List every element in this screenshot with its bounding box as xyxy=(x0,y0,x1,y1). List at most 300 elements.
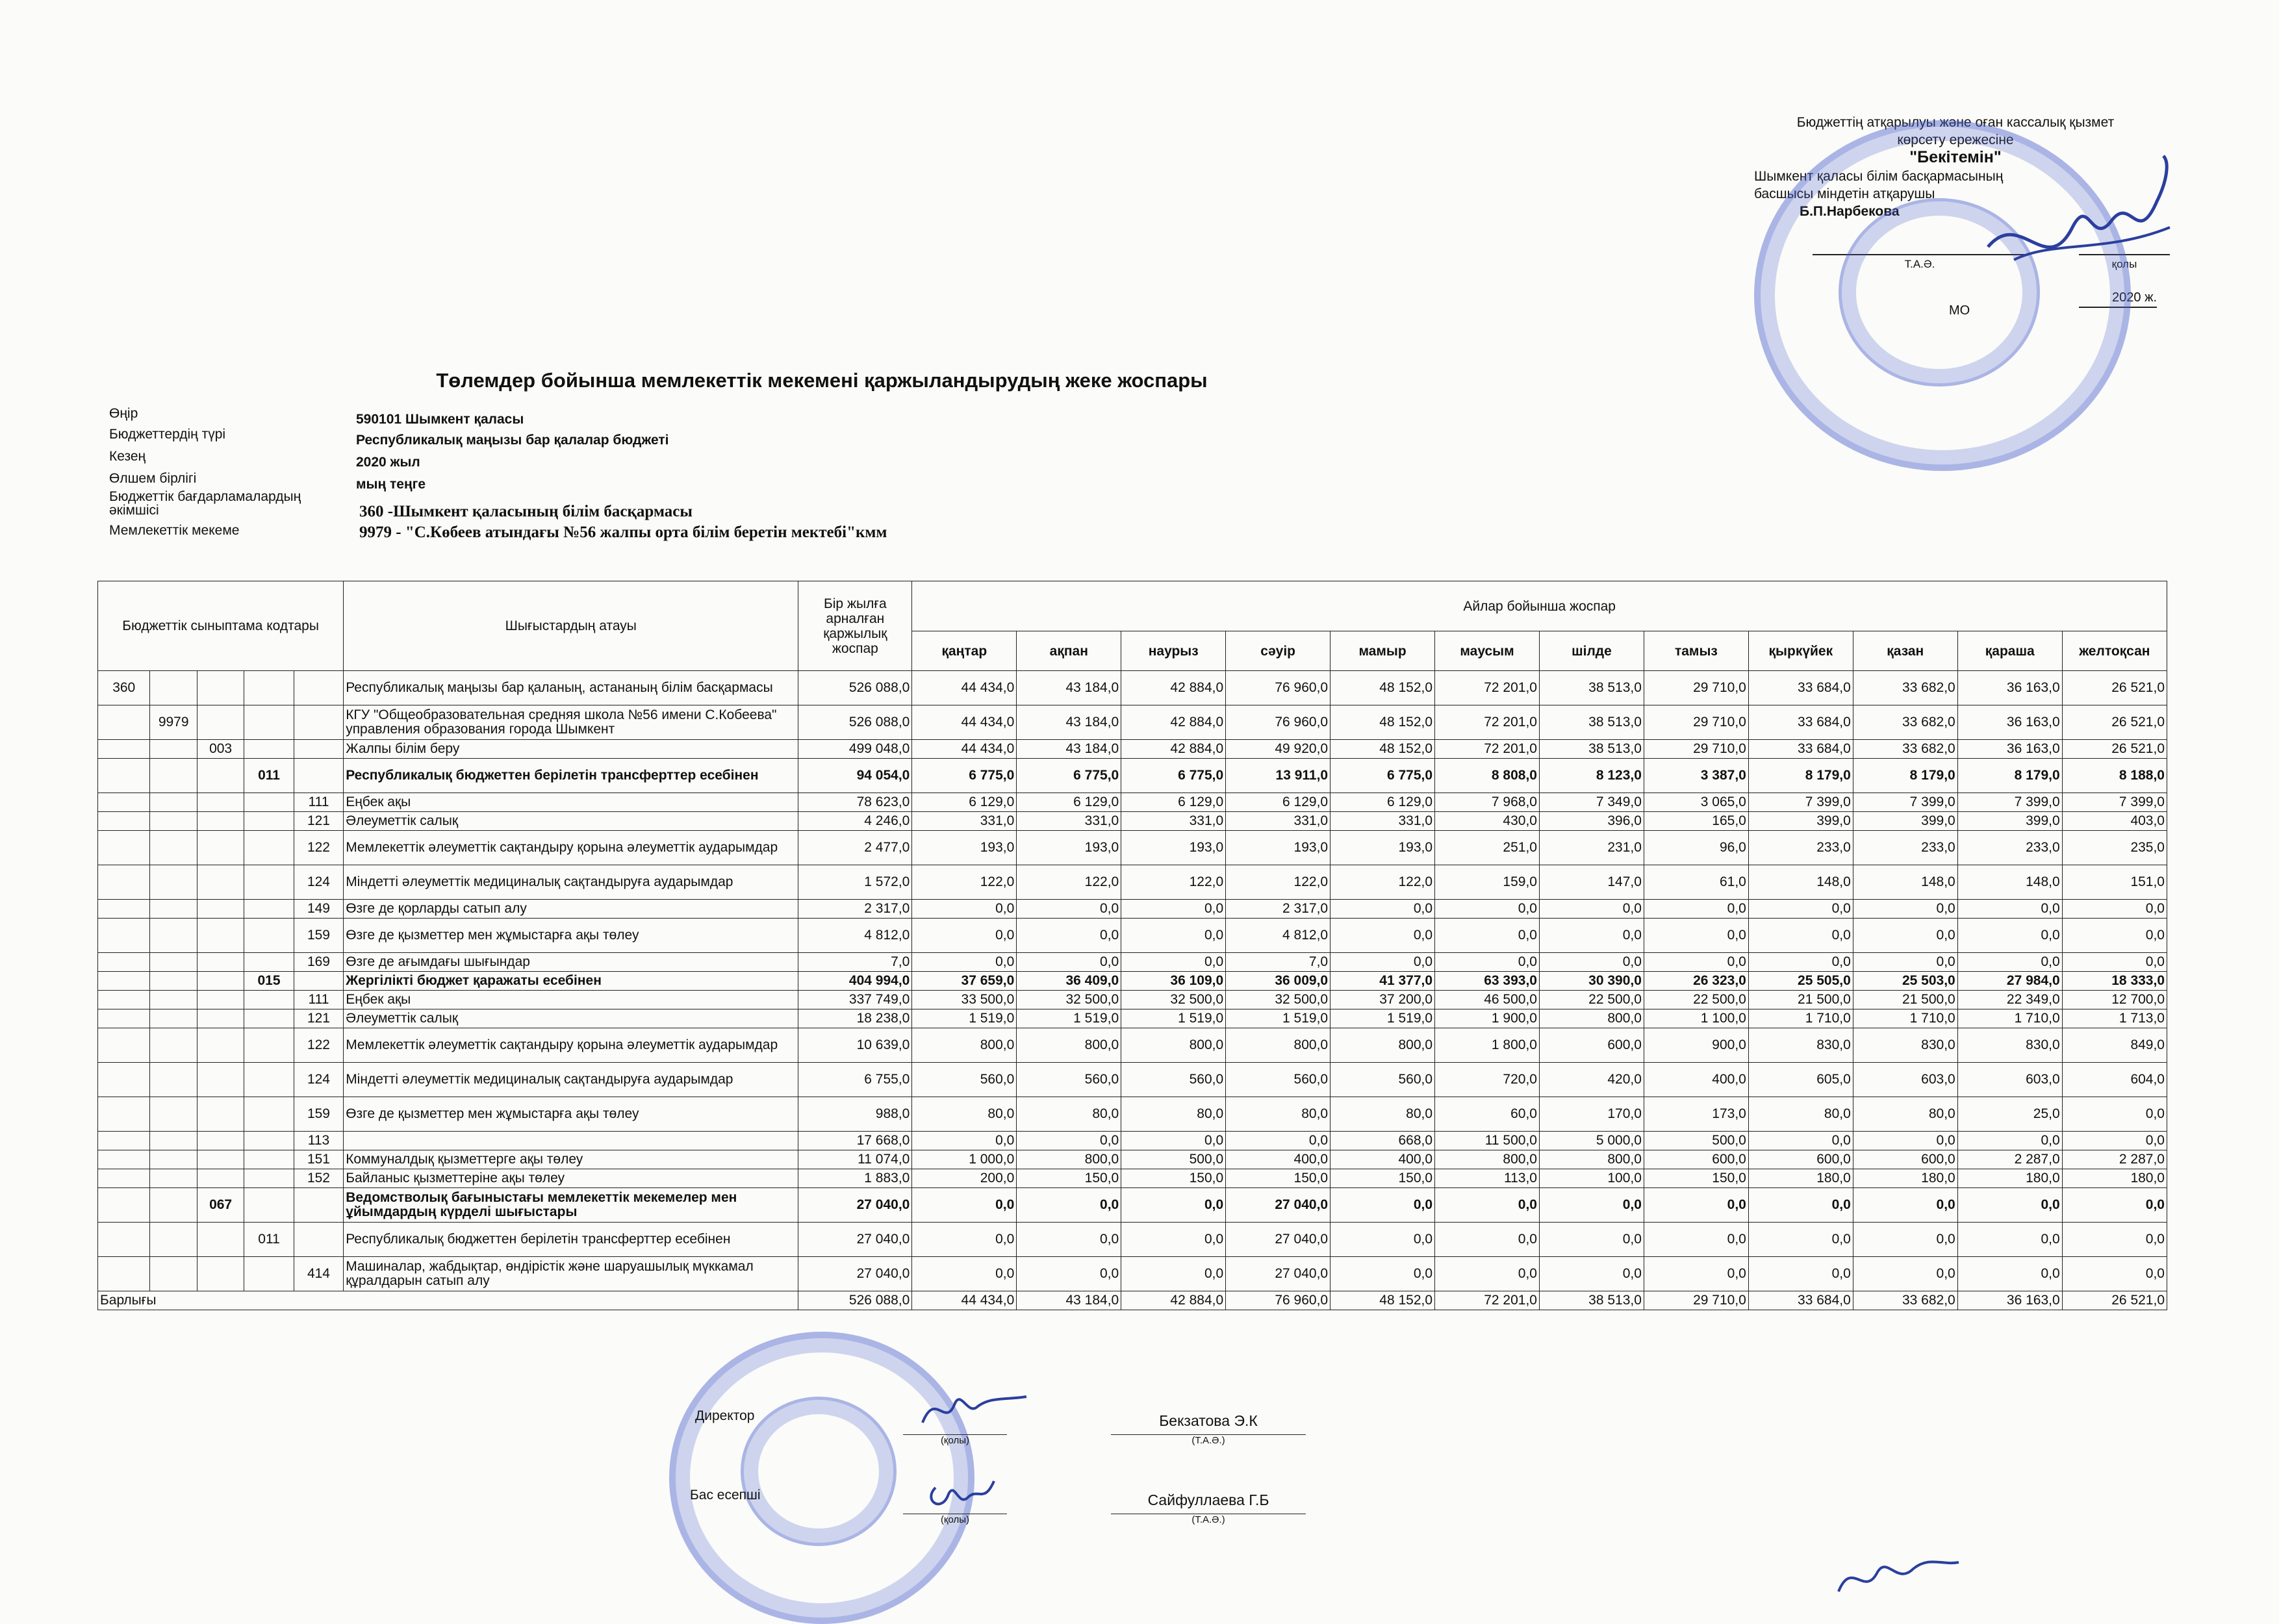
month-value-cell: 0,0 xyxy=(1121,1257,1226,1291)
code-cell xyxy=(98,740,150,759)
code-cell: 151 xyxy=(294,1150,343,1169)
month-value-cell: 61,0 xyxy=(1644,865,1748,900)
month-value-cell: 0,0 xyxy=(2062,1097,2167,1132)
month-value-cell: 0,0 xyxy=(1121,1132,1226,1150)
expense-name-cell: Республикалық маңызы бар қаланың, астананың білім басқармасы xyxy=(344,671,798,705)
code-cell: 152 xyxy=(294,1169,343,1188)
table-body xyxy=(98,671,2167,1310)
code-cell xyxy=(197,759,244,793)
table-row xyxy=(98,1009,2167,1028)
code-cell xyxy=(98,1132,150,1150)
code-cell xyxy=(197,1169,244,1188)
month-value-cell: 38 513,0 xyxy=(1539,671,1644,705)
meta-label: Бюджеттік бағдарламалардың әкімшісі xyxy=(109,489,301,518)
month-value-cell: 60,0 xyxy=(1435,1097,1540,1132)
header-month: қаңтар xyxy=(912,631,1017,671)
month-value-cell: 42 884,0 xyxy=(1121,705,1226,740)
code-cell xyxy=(98,953,150,972)
month-value-cell: 399,0 xyxy=(1853,812,1957,831)
code-cell: 122 xyxy=(294,1028,343,1063)
month-value-cell: 0,0 xyxy=(2062,953,2167,972)
table-row xyxy=(98,1063,2167,1097)
month-value-cell: 25,0 xyxy=(1957,1097,2062,1132)
month-value-cell: 800,0 xyxy=(1539,1009,1644,1028)
accountant-sign-line: (қолы) xyxy=(903,1514,1007,1525)
month-value-cell: 6 775,0 xyxy=(912,759,1017,793)
director-role: Директор xyxy=(695,1408,755,1423)
code-cell xyxy=(98,1009,150,1028)
month-value-cell: 4 812,0 xyxy=(1226,919,1330,953)
code-cell xyxy=(98,900,150,919)
meta-value: 590101 Шымкент қаласы xyxy=(356,412,524,427)
month-value-cell: 8 179,0 xyxy=(1957,759,2062,793)
month-value-cell: 36 163,0 xyxy=(1957,740,2062,759)
month-value-cell: 0,0 xyxy=(1121,1223,1226,1257)
month-value-cell: 122,0 xyxy=(1226,865,1330,900)
month-value-cell: 604,0 xyxy=(2062,1063,2167,1097)
code-cell xyxy=(294,705,343,740)
month-value-cell: 3 387,0 xyxy=(1644,759,1748,793)
code-cell xyxy=(150,1063,197,1097)
code-cell xyxy=(244,953,294,972)
month-value-cell: 26 323,0 xyxy=(1644,972,1748,991)
total-month-cell: 33 684,0 xyxy=(1748,1291,1853,1310)
expense-name-cell: Міндетті әлеуметтік медициналық сақтандыруға аударымдар xyxy=(344,1063,798,1097)
month-value-cell: 400,0 xyxy=(1644,1063,1748,1097)
expense-name-cell: КГУ "Общеобразовательная средняя школа №56 имени С.Кобеева" управления образования города Шымкент xyxy=(344,705,798,740)
table-row xyxy=(98,972,2167,991)
month-value-cell: 800,0 xyxy=(1226,1028,1330,1063)
expense-name-cell: Республикалық бюджеттен берілетін трансферттер есебінен xyxy=(344,759,798,793)
month-value-cell: 122,0 xyxy=(1017,865,1121,900)
code-cell: 113 xyxy=(294,1132,343,1150)
month-value-cell: 0,0 xyxy=(1330,1257,1435,1291)
month-value-cell: 0,0 xyxy=(1330,900,1435,919)
code-cell: 003 xyxy=(197,740,244,759)
code-cell xyxy=(244,671,294,705)
month-value-cell: 0,0 xyxy=(1644,953,1748,972)
expense-name-cell: Республикалық бюджеттен берілетін трансферттер есебінен xyxy=(344,1223,798,1257)
month-value-cell: 80,0 xyxy=(1330,1097,1435,1132)
header-annual: Бір жылға арналған қаржылық жоспар xyxy=(798,581,912,671)
month-value-cell: 7 399,0 xyxy=(1957,793,2062,812)
month-value-cell: 63 393,0 xyxy=(1435,972,1540,991)
total-annual-cell: 526 088,0 xyxy=(798,1291,912,1310)
total-label-cell: Барлығы xyxy=(98,1291,798,1310)
approval-fio-label: Т.А.Ә. xyxy=(1813,254,2027,273)
code-cell xyxy=(150,671,197,705)
month-value-cell: 150,0 xyxy=(1644,1169,1748,1188)
month-value-cell: 26 521,0 xyxy=(2062,705,2167,740)
month-value-cell: 231,0 xyxy=(1539,831,1644,865)
director-fio-line: (Т.А.Ә.) xyxy=(1111,1434,1306,1446)
month-value-cell: 0,0 xyxy=(1644,1257,1748,1291)
month-value-cell: 148,0 xyxy=(1748,865,1853,900)
month-value-cell: 600,0 xyxy=(1853,1150,1957,1169)
code-cell xyxy=(98,919,150,953)
meta-value: Республикалық маңызы бар қалалар бюджеті xyxy=(356,433,669,448)
month-value-cell: 331,0 xyxy=(1226,812,1330,831)
code-cell xyxy=(294,740,343,759)
month-value-cell: 41 377,0 xyxy=(1330,972,1435,991)
director-signature xyxy=(916,1384,1033,1436)
month-value-cell: 0,0 xyxy=(1121,900,1226,919)
month-value-cell: 33 684,0 xyxy=(1748,671,1853,705)
month-value-cell: 560,0 xyxy=(1017,1063,1121,1097)
code-cell xyxy=(150,1009,197,1028)
month-value-cell: 560,0 xyxy=(1330,1063,1435,1097)
month-value-cell: 560,0 xyxy=(1121,1063,1226,1097)
month-value-cell: 233,0 xyxy=(1853,831,1957,865)
table-row xyxy=(98,1188,2167,1223)
month-value-cell: 150,0 xyxy=(1017,1169,1121,1188)
month-value-cell: 6 129,0 xyxy=(1121,793,1226,812)
month-value-cell: 170,0 xyxy=(1539,1097,1644,1132)
annual-plan-cell: 27 040,0 xyxy=(798,1257,912,1291)
month-value-cell: 27 040,0 xyxy=(1226,1223,1330,1257)
month-value-cell: 25 505,0 xyxy=(1748,972,1853,991)
expense-name-cell: Өзге де қорларды сатып алу xyxy=(344,900,798,919)
code-cell: 067 xyxy=(197,1188,244,1223)
month-value-cell: 600,0 xyxy=(1748,1150,1853,1169)
header-month: қараша xyxy=(1957,631,2062,671)
month-value-cell: 0,0 xyxy=(1017,919,1121,953)
month-value-cell: 8 179,0 xyxy=(1853,759,1957,793)
month-value-cell: 8 179,0 xyxy=(1748,759,1853,793)
month-value-cell: 29 710,0 xyxy=(1644,740,1748,759)
month-value-cell: 8 188,0 xyxy=(2062,759,2167,793)
month-value-cell: 0,0 xyxy=(1644,919,1748,953)
month-value-cell: 36 009,0 xyxy=(1226,972,1330,991)
month-value-cell: 849,0 xyxy=(2062,1028,2167,1063)
month-value-cell: 7 349,0 xyxy=(1539,793,1644,812)
annual-plan-cell: 7,0 xyxy=(798,953,912,972)
month-value-cell: 233,0 xyxy=(1748,831,1853,865)
month-value-cell: 0,0 xyxy=(1957,1257,2062,1291)
code-cell xyxy=(98,865,150,900)
month-value-cell: 27 984,0 xyxy=(1957,972,2062,991)
total-month-cell: 33 682,0 xyxy=(1853,1291,1957,1310)
code-cell xyxy=(197,919,244,953)
month-value-cell: 0,0 xyxy=(1853,953,1957,972)
expense-name-cell: Жергілікті бюджет қаражаты есебінен xyxy=(344,972,798,991)
table-row xyxy=(98,1028,2167,1063)
month-value-cell: 76 960,0 xyxy=(1226,671,1330,705)
month-value-cell: 21 500,0 xyxy=(1748,991,1853,1009)
approval-position-2: басшысы міндетін атқарушы xyxy=(1754,186,1935,201)
annual-plan-cell: 526 088,0 xyxy=(798,671,912,705)
month-value-cell: 100,0 xyxy=(1539,1169,1644,1188)
header-month: қазан xyxy=(1853,631,1957,671)
expense-name-cell: Байланыс қызметтеріне ақы төлеу xyxy=(344,1169,798,1188)
annual-plan-cell: 2 317,0 xyxy=(798,900,912,919)
month-value-cell: 0,0 xyxy=(1330,953,1435,972)
code-cell: 169 xyxy=(294,953,343,972)
month-value-cell: 33 684,0 xyxy=(1748,740,1853,759)
month-value-cell: 148,0 xyxy=(1853,865,1957,900)
month-value-cell: 46 500,0 xyxy=(1435,991,1540,1009)
month-value-cell: 0,0 xyxy=(1435,1223,1540,1257)
month-value-cell: 0,0 xyxy=(912,1223,1017,1257)
table-row xyxy=(98,1097,2167,1132)
month-value-cell: 420,0 xyxy=(1539,1063,1644,1097)
code-cell xyxy=(98,1028,150,1063)
table-row xyxy=(98,812,2167,831)
code-cell xyxy=(197,1063,244,1097)
meta-label: Бюджеттердің түрі xyxy=(109,427,226,442)
month-value-cell: 0,0 xyxy=(1330,1188,1435,1223)
header-monthly: Айлар бойынша жоспар xyxy=(912,581,2167,631)
month-value-cell: 44 434,0 xyxy=(912,705,1017,740)
month-value-cell: 180,0 xyxy=(2062,1169,2167,1188)
code-cell xyxy=(294,759,343,793)
code-cell xyxy=(244,1257,294,1291)
month-value-cell: 830,0 xyxy=(1853,1028,1957,1063)
code-cell xyxy=(197,991,244,1009)
month-value-cell: 147,0 xyxy=(1539,865,1644,900)
month-value-cell: 560,0 xyxy=(912,1063,1017,1097)
month-value-cell: 500,0 xyxy=(1644,1132,1748,1150)
expense-name-cell: Әлеуметтік салық xyxy=(344,812,798,831)
financing-plan-table xyxy=(97,581,2167,1310)
code-cell: 124 xyxy=(294,1063,343,1097)
month-value-cell: 1 519,0 xyxy=(1226,1009,1330,1028)
month-value-cell: 22 349,0 xyxy=(1957,991,2062,1009)
total-month-cell: 26 521,0 xyxy=(2062,1291,2167,1310)
code-cell xyxy=(150,972,197,991)
month-value-cell: 1 100,0 xyxy=(1644,1009,1748,1028)
code-cell xyxy=(98,793,150,812)
code-cell xyxy=(150,1223,197,1257)
month-value-cell: 560,0 xyxy=(1226,1063,1330,1097)
code-cell: 149 xyxy=(294,900,343,919)
month-value-cell: 0,0 xyxy=(1644,900,1748,919)
header-name: Шығыстардың атауы xyxy=(344,581,798,671)
month-value-cell: 150,0 xyxy=(1226,1169,1330,1188)
month-value-cell: 1 519,0 xyxy=(1330,1009,1435,1028)
month-value-cell: 600,0 xyxy=(1539,1028,1644,1063)
code-cell xyxy=(244,865,294,900)
month-value-cell: 1 710,0 xyxy=(1748,1009,1853,1028)
month-value-cell: 36 163,0 xyxy=(1957,705,2062,740)
code-cell xyxy=(150,1169,197,1188)
month-value-cell: 0,0 xyxy=(1330,1223,1435,1257)
annual-plan-cell: 404 994,0 xyxy=(798,972,912,991)
code-cell xyxy=(244,991,294,1009)
month-value-cell: 0,0 xyxy=(912,953,1017,972)
expense-name-cell: Әлеуметтік салық xyxy=(344,1009,798,1028)
month-value-cell: 0,0 xyxy=(1957,900,2062,919)
month-value-cell: 0,0 xyxy=(1748,1132,1853,1150)
table-row xyxy=(98,865,2167,900)
month-value-cell: 0,0 xyxy=(1853,1257,1957,1291)
table-row xyxy=(98,1150,2167,1169)
annual-plan-cell: 526 088,0 xyxy=(798,705,912,740)
header-month: қыркүйек xyxy=(1748,631,1853,671)
month-value-cell: 0,0 xyxy=(1853,1223,1957,1257)
code-cell xyxy=(244,740,294,759)
month-value-cell: 29 710,0 xyxy=(1644,705,1748,740)
code-cell: 111 xyxy=(294,793,343,812)
header-month: шілде xyxy=(1539,631,1644,671)
month-value-cell: 6 129,0 xyxy=(1330,793,1435,812)
month-value-cell: 27 040,0 xyxy=(1226,1188,1330,1223)
code-cell xyxy=(244,831,294,865)
code-cell xyxy=(244,1063,294,1097)
month-value-cell: 1 519,0 xyxy=(1121,1009,1226,1028)
month-value-cell: 2 287,0 xyxy=(1957,1150,2062,1169)
code-cell xyxy=(150,953,197,972)
annual-plan-cell: 11 074,0 xyxy=(798,1150,912,1169)
table-row xyxy=(98,1169,2167,1188)
month-value-cell: 36 409,0 xyxy=(1017,972,1121,991)
month-value-cell: 1 000,0 xyxy=(912,1150,1017,1169)
code-cell: 159 xyxy=(294,1097,343,1132)
month-value-cell: 32 500,0 xyxy=(1226,991,1330,1009)
month-value-cell: 43 184,0 xyxy=(1017,705,1121,740)
annual-plan-cell: 27 040,0 xyxy=(798,1188,912,1223)
code-cell xyxy=(197,865,244,900)
month-value-cell: 331,0 xyxy=(1017,812,1121,831)
month-value-cell: 122,0 xyxy=(1121,865,1226,900)
code-cell xyxy=(197,1150,244,1169)
month-value-cell: 193,0 xyxy=(912,831,1017,865)
month-value-cell: 0,0 xyxy=(1017,1132,1121,1150)
month-value-cell: 159,0 xyxy=(1435,865,1540,900)
month-value-cell: 29 710,0 xyxy=(1644,671,1748,705)
month-value-cell: 193,0 xyxy=(1226,831,1330,865)
expense-name-cell: Жалпы білім беру xyxy=(344,740,798,759)
month-value-cell: 0,0 xyxy=(1957,919,2062,953)
accountant-name: Сайфуллаева Г.Б xyxy=(1147,1491,1269,1508)
month-value-cell: 500,0 xyxy=(1121,1150,1226,1169)
month-value-cell: 36 109,0 xyxy=(1121,972,1226,991)
month-value-cell: 0,0 xyxy=(1748,1257,1853,1291)
table-row xyxy=(98,919,2167,953)
code-cell xyxy=(98,991,150,1009)
expense-name-cell: Мемлекеттік әлеуметтік сақтандыру қорына әлеуметтік аударымдар xyxy=(344,1028,798,1063)
expense-name-cell: Өзге де ағымдағы шығындар xyxy=(344,953,798,972)
code-cell xyxy=(98,759,150,793)
table-row xyxy=(98,759,2167,793)
month-value-cell: 605,0 xyxy=(1748,1063,1853,1097)
month-value-cell: 0,0 xyxy=(912,900,1017,919)
month-value-cell: 0,0 xyxy=(1017,1257,1121,1291)
month-value-cell: 96,0 xyxy=(1644,831,1748,865)
expense-name-cell: Өзге де қызметтер мен жұмыстарға ақы төлеу xyxy=(344,1097,798,1132)
approval-line-2: көрсету ережесіне xyxy=(1897,133,2014,147)
month-value-cell: 180,0 xyxy=(1748,1169,1853,1188)
month-value-cell: 0,0 xyxy=(2062,919,2167,953)
month-value-cell: 800,0 xyxy=(1435,1150,1540,1169)
month-value-cell: 113,0 xyxy=(1435,1169,1540,1188)
table-row xyxy=(98,1223,2167,1257)
code-cell xyxy=(150,1257,197,1291)
month-value-cell: 173,0 xyxy=(1644,1097,1748,1132)
month-value-cell: 430,0 xyxy=(1435,812,1540,831)
month-value-cell: 235,0 xyxy=(2062,831,2167,865)
code-cell xyxy=(197,1132,244,1150)
code-cell xyxy=(150,1132,197,1150)
month-value-cell: 1 713,0 xyxy=(2062,1009,2167,1028)
code-cell xyxy=(197,671,244,705)
annual-plan-cell: 17 668,0 xyxy=(798,1132,912,1150)
month-value-cell: 5 000,0 xyxy=(1539,1132,1644,1150)
month-value-cell: 42 884,0 xyxy=(1121,740,1226,759)
annual-plan-cell: 1 572,0 xyxy=(798,865,912,900)
month-value-cell: 43 184,0 xyxy=(1017,740,1121,759)
month-value-cell: 0,0 xyxy=(1539,900,1644,919)
meta-value: мың теңге xyxy=(356,477,426,492)
header-month: наурыз xyxy=(1121,631,1226,671)
month-value-cell: 0,0 xyxy=(1957,1188,2062,1223)
month-value-cell: 0,0 xyxy=(1330,919,1435,953)
code-cell xyxy=(294,1223,343,1257)
director-name: Бекзатова Э.К xyxy=(1159,1412,1258,1429)
month-value-cell: 0,0 xyxy=(1435,900,1540,919)
code-cell xyxy=(150,740,197,759)
month-value-cell: 800,0 xyxy=(1017,1028,1121,1063)
total-month-cell: 29 710,0 xyxy=(1644,1291,1748,1310)
header-month: маусым xyxy=(1435,631,1540,671)
month-value-cell: 399,0 xyxy=(1957,812,2062,831)
code-cell xyxy=(150,1188,197,1223)
code-cell xyxy=(150,759,197,793)
total-row xyxy=(98,1291,2167,1310)
code-cell xyxy=(98,1150,150,1169)
table-row xyxy=(98,1257,2167,1291)
code-cell xyxy=(197,831,244,865)
month-value-cell: 37 200,0 xyxy=(1330,991,1435,1009)
month-value-cell: 49 920,0 xyxy=(1226,740,1330,759)
annual-plan-cell: 1 883,0 xyxy=(798,1169,912,1188)
month-value-cell: 122,0 xyxy=(1330,865,1435,900)
month-value-cell: 830,0 xyxy=(1748,1028,1853,1063)
meta-value: 2020 жыл xyxy=(356,455,420,470)
code-cell xyxy=(244,1028,294,1063)
table-row xyxy=(98,671,2167,705)
expense-name-cell: Еңбек ақы xyxy=(344,991,798,1009)
month-value-cell: 193,0 xyxy=(1330,831,1435,865)
month-value-cell: 0,0 xyxy=(1435,1257,1540,1291)
month-value-cell: 26 521,0 xyxy=(2062,671,2167,705)
month-value-cell: 26 521,0 xyxy=(2062,740,2167,759)
code-cell xyxy=(150,793,197,812)
expense-name-cell: Өзге де қызметтер мен жұмыстарға ақы төлеу xyxy=(344,919,798,953)
month-value-cell: 38 513,0 xyxy=(1539,740,1644,759)
annual-plan-cell: 499 048,0 xyxy=(798,740,912,759)
annual-plan-cell: 27 040,0 xyxy=(798,1223,912,1257)
code-cell: 111 xyxy=(294,991,343,1009)
month-value-cell: 0,0 xyxy=(1957,1132,2062,1150)
approval-sign-label: қолы xyxy=(2079,254,2170,273)
header-month: тамыз xyxy=(1644,631,1748,671)
total-month-cell: 48 152,0 xyxy=(1330,1291,1435,1310)
month-value-cell: 800,0 xyxy=(1017,1150,1121,1169)
code-cell xyxy=(294,1188,343,1223)
total-month-cell: 76 960,0 xyxy=(1226,1291,1330,1310)
month-value-cell: 0,0 xyxy=(1957,953,2062,972)
month-value-cell: 6 129,0 xyxy=(1226,793,1330,812)
month-value-cell: 0,0 xyxy=(1121,919,1226,953)
code-cell xyxy=(98,1169,150,1188)
month-value-cell: 331,0 xyxy=(1121,812,1226,831)
code-cell xyxy=(244,793,294,812)
month-value-cell: 800,0 xyxy=(1121,1028,1226,1063)
table-row xyxy=(98,1132,2167,1150)
month-value-cell: 0,0 xyxy=(1435,953,1540,972)
month-value-cell: 80,0 xyxy=(1226,1097,1330,1132)
